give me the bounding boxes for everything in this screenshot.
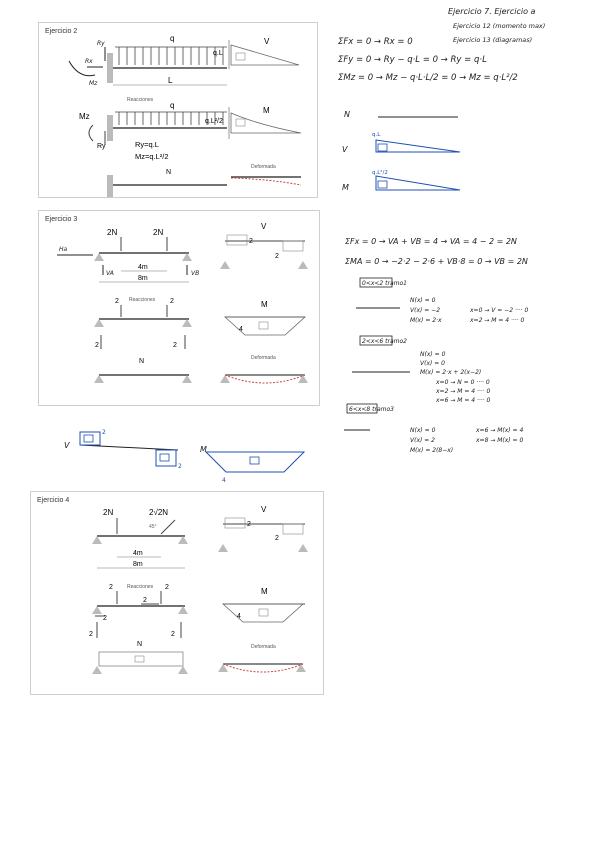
e2-eq3: ΣMz = 0 → Mz − q·L·L/2 = 0 → Mz = q·L²/2: [338, 73, 518, 83]
hand-v-label: V: [342, 145, 348, 154]
hand-v3-val-1: 2: [102, 429, 106, 436]
v-label: V: [261, 222, 267, 231]
r2-label: 2: [170, 298, 174, 305]
reacciones-label: Reacciones: [127, 584, 154, 590]
ry-handwritten: Ry: [97, 40, 105, 47]
hand-v3-val-2: 2: [178, 463, 182, 470]
t3-m: M(x) = 2(8−x): [410, 447, 454, 454]
hand-n-label: N: [344, 110, 350, 119]
n-label: N: [139, 358, 145, 365]
m-sign-box: [259, 609, 268, 616]
hand-v3-block-2: [156, 450, 176, 466]
t1-x0: x=0 → V = −2 ···· 0: [470, 307, 529, 314]
L-label: L: [168, 76, 173, 85]
v-label: V: [264, 37, 270, 46]
n-label: N: [137, 641, 143, 648]
mz-handwritten: Mz: [89, 80, 98, 87]
ejercicio-2-title: Ejercicio 2: [45, 28, 78, 35]
note-line-1: Ejercicio 7. Ejercicio a: [448, 7, 536, 16]
r2-label: 2: [165, 584, 169, 591]
hand-v3-block-1: [80, 432, 100, 445]
v-value: q.L: [213, 50, 223, 57]
t3-x6: x=6 → M(x) = 4: [476, 427, 524, 434]
t1-x2: x=2 → M = 4 ···· 0: [470, 317, 525, 324]
hand-m-value: q.L²/2: [372, 170, 388, 176]
r4-label: 2: [173, 342, 177, 349]
hand-v-value: q.L: [372, 132, 381, 138]
d1-label: 4m: [138, 264, 148, 271]
m-label: M: [261, 300, 268, 309]
mz-value: Mz=q.L²/2: [135, 152, 169, 161]
v-label: V: [261, 505, 267, 514]
v-pos: 2: [247, 521, 251, 528]
ejercicio-3-title: Ejercicio 3: [45, 216, 78, 223]
e2-eq1: ΣFx = 0 → Rx = 0: [338, 37, 413, 47]
d1-label: 4m: [133, 550, 143, 557]
tramo2-label: 2<x<6 tramo2: [362, 338, 407, 345]
ha-label: Ha: [59, 246, 68, 253]
p2-label: 2N: [153, 228, 164, 237]
deformada-curve: [223, 664, 303, 672]
t2-n: N(x) = 0: [420, 351, 446, 358]
v-block-2: [283, 524, 303, 534]
note-line-3: Ejercicio 13 (diagramas): [453, 36, 533, 44]
tramo1-label: 0<x<2 tramo1: [362, 280, 407, 287]
hand-m-label: M: [342, 183, 349, 192]
d2-label: 8m: [138, 275, 148, 282]
ry-label: Ry: [97, 143, 106, 150]
r3-label: 2: [95, 342, 99, 349]
t2-x2: x=2 → M = 4 ···· 0: [436, 388, 491, 395]
t2-v: V(x) = 0: [420, 360, 445, 367]
hand-m3-box: [250, 457, 259, 464]
p1-label: 2N: [103, 508, 114, 517]
v-neg: 2: [275, 253, 279, 260]
t3-v: V(x) = 2: [410, 437, 435, 444]
e3-eq2: ΣMA = 0 → −2·2 − 2·6 + VB·8 = 0 → VB = 2N: [345, 257, 528, 266]
r5-label: 2: [89, 631, 93, 638]
hand-m3-val: 4: [222, 477, 226, 484]
m-value: 4: [239, 326, 243, 333]
p2-label: 2√2N: [149, 508, 169, 517]
q-label: q: [170, 34, 175, 43]
e2-eq2: ΣFy = 0 → Ry − q·L = 0 → Ry = q·L: [338, 55, 487, 65]
v-block-1: [225, 518, 245, 528]
p2-arrow: [161, 520, 175, 534]
hand-m3-label: M: [200, 445, 207, 454]
ry-value: Ry=q.L: [135, 140, 159, 149]
t3-x8: x=8 → M(x) = 0: [476, 437, 524, 444]
e3-eq1: ΣFx = 0 → VA + VB = 4 → VA = 4 − 2 = 2N: [345, 237, 517, 246]
v-neg: 2: [275, 535, 279, 542]
support-a: [92, 536, 102, 544]
angle-label: 45°: [149, 524, 157, 530]
deformada-label: Deformada: [251, 355, 276, 361]
r1-label: 2: [109, 584, 113, 591]
ejercicio-4-panel: [30, 491, 324, 695]
n-sign-box: [135, 656, 144, 662]
reacciones-label: Reacciones: [127, 97, 154, 103]
m-value: q.L²/2: [205, 118, 223, 125]
vb-label: VB: [191, 270, 200, 277]
m-label: M: [261, 587, 268, 596]
p1-label: 2N: [107, 228, 118, 237]
t2-m: M(x) = 2·x + 2(x−2): [420, 369, 482, 376]
r6-label: 2: [171, 631, 175, 638]
m-diagram: [223, 604, 303, 622]
r3-label: 2: [143, 597, 147, 604]
tramo3-label: 6<x<8 tramo3: [349, 406, 394, 413]
m-value: 4: [237, 613, 241, 620]
mz-label: Mz: [79, 112, 90, 121]
deformada-label: Deformada: [251, 644, 276, 650]
d2-label: 8m: [133, 561, 143, 568]
rx-handwritten: Rx: [85, 58, 93, 65]
t2-x6: x=6 → M = 4 ···· 0: [436, 397, 491, 404]
r4-label: 2: [103, 615, 107, 622]
m-label: M: [263, 106, 270, 115]
t3-n: N(x) = 0: [410, 427, 436, 434]
ejercicio-4-title: Ejercicio 4: [37, 497, 70, 504]
n-label: N: [166, 169, 172, 176]
t1-n: N(x) = 0: [410, 297, 436, 304]
deformada-label: Deformada: [251, 164, 276, 170]
v-pos: 2: [249, 238, 253, 245]
t2-x0: x=0 → N = 0 ···· 0: [436, 379, 490, 386]
va-label: VA: [106, 270, 114, 277]
hand-v3-axis: [80, 445, 178, 450]
note-line-2: Ejercicio 12 (momento max): [453, 22, 546, 30]
n-diagram: [99, 652, 183, 666]
q-label-2: q: [170, 101, 175, 110]
support-b: [178, 536, 188, 544]
reacciones-label: Reacciones: [129, 297, 156, 303]
hand-m3-diagram: [206, 452, 304, 472]
t1-m: M(x) = 2·x: [410, 317, 442, 324]
hand-v3-label: V: [64, 441, 70, 450]
t1-v: V(x) = −2: [410, 307, 441, 314]
ejercicio-4-figure: [31, 492, 323, 694]
r1-label: 2: [115, 298, 119, 305]
